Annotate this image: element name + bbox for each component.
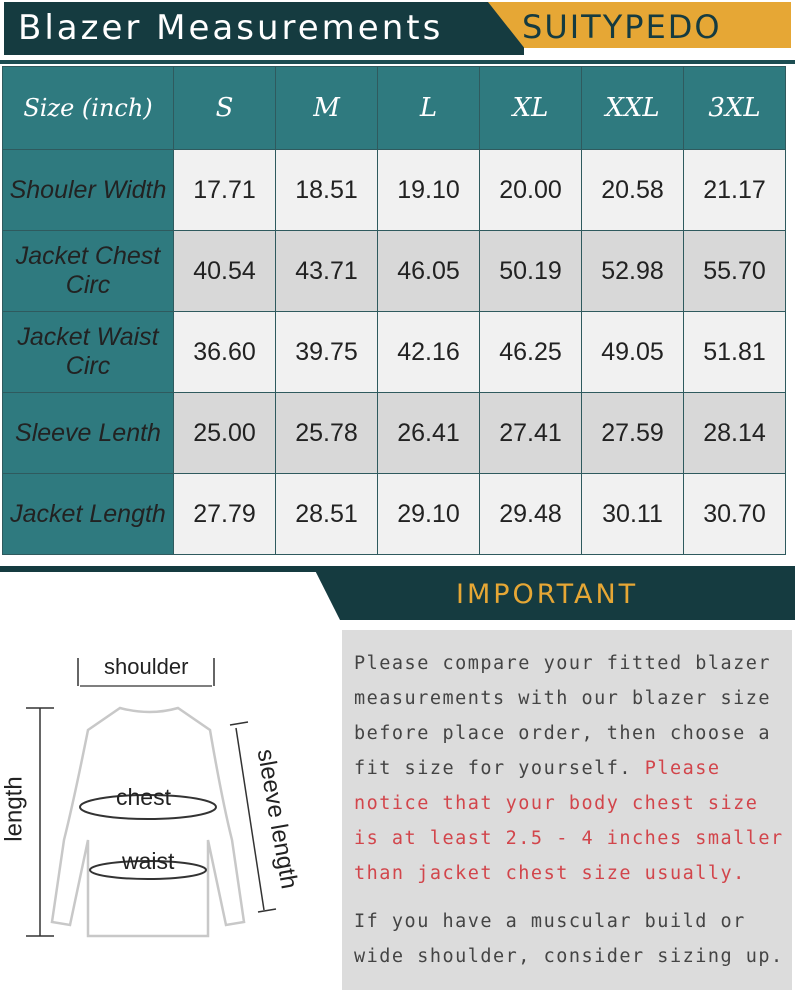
brand-name: SUITYPEDO [522, 8, 722, 46]
important-title: IMPORTANT [456, 579, 639, 610]
table-cell: 17.71 [174, 150, 276, 231]
table-cell: 29.48 [480, 474, 582, 555]
note-red-text: Please notice that your body chest size is at least 2.5 - 4 inches smaller than jacket chest size usually. [354, 758, 784, 884]
table-cell: 30.70 [684, 474, 786, 555]
table-cell: 18.51 [276, 150, 378, 231]
table-cell: 19.10 [378, 150, 480, 231]
row-label: Jacket Length [3, 474, 174, 555]
table-cell: 51.81 [684, 312, 786, 393]
table-row [3, 231, 786, 312]
banner-top-strip [0, 566, 795, 572]
table-cell: 27.41 [480, 393, 582, 474]
size-header: S [174, 67, 276, 150]
banner-cutout [0, 566, 340, 620]
table-cell: 26.41 [378, 393, 480, 474]
important-note [342, 630, 792, 990]
chest-label: chest [116, 784, 171, 810]
page-title: Blazer Measurements [18, 8, 444, 48]
length-label: length [0, 776, 28, 842]
table-cell: 49.05 [582, 312, 684, 393]
size-header: XL [480, 67, 582, 150]
table-cell: 50.19 [480, 231, 582, 312]
shoulder-label: shoulder [104, 654, 189, 679]
table-cell: 29.10 [378, 474, 480, 555]
row-label: Jacket Waist Circ [3, 312, 174, 393]
table-header-row [3, 67, 786, 150]
row-label: Sleeve Lenth [3, 393, 174, 474]
table-cell: 39.75 [276, 312, 378, 393]
size-header: M [276, 67, 378, 150]
table-cell: 28.14 [684, 393, 786, 474]
table-cell: 25.00 [174, 393, 276, 474]
table-cell: 46.25 [480, 312, 582, 393]
note-paragraph-2: If you have a muscular build or wide shoulder, consider sizing up. [354, 911, 784, 967]
table-cell: 43.71 [276, 231, 378, 312]
table-cell: 30.11 [582, 474, 684, 555]
waist-label: waist [122, 848, 175, 874]
table-cell: 40.54 [174, 231, 276, 312]
table-cell: 28.51 [276, 474, 378, 555]
note-paragraph-1 [354, 646, 786, 891]
table-row [3, 393, 786, 474]
table-cell: 21.17 [684, 150, 786, 231]
table-cell: 55.70 [684, 231, 786, 312]
table-row [3, 474, 786, 555]
table-cell: 42.16 [378, 312, 480, 393]
table-cell: 46.05 [378, 231, 480, 312]
size-header: 3XL [684, 67, 786, 150]
table-row [3, 150, 786, 231]
size-header: XXL [582, 67, 684, 150]
table-cell: 36.60 [174, 312, 276, 393]
size-header: L [378, 67, 480, 150]
row-label: Shouler Width [3, 150, 174, 231]
size-table [2, 66, 786, 555]
table-cell: 20.58 [582, 150, 684, 231]
sleeve-length-label: sleeve length [251, 746, 303, 891]
corner-label: Size (inch) [3, 67, 174, 150]
note-plain-text: Please compare your fitted blazer measurements with our blazer size before place order, then choose a fit size for yourself. [354, 653, 772, 779]
page-header [0, 0, 795, 58]
header-divider [0, 60, 795, 64]
table-cell: 25.78 [276, 393, 378, 474]
table-cell: 52.98 [582, 231, 684, 312]
row-label: Jacket Chest Circ [3, 231, 174, 312]
table-cell: 27.79 [174, 474, 276, 555]
table-cell: 27.59 [582, 393, 684, 474]
table-cell: 20.00 [480, 150, 582, 231]
table-row [3, 312, 786, 393]
blazer-diagram [0, 640, 340, 990]
